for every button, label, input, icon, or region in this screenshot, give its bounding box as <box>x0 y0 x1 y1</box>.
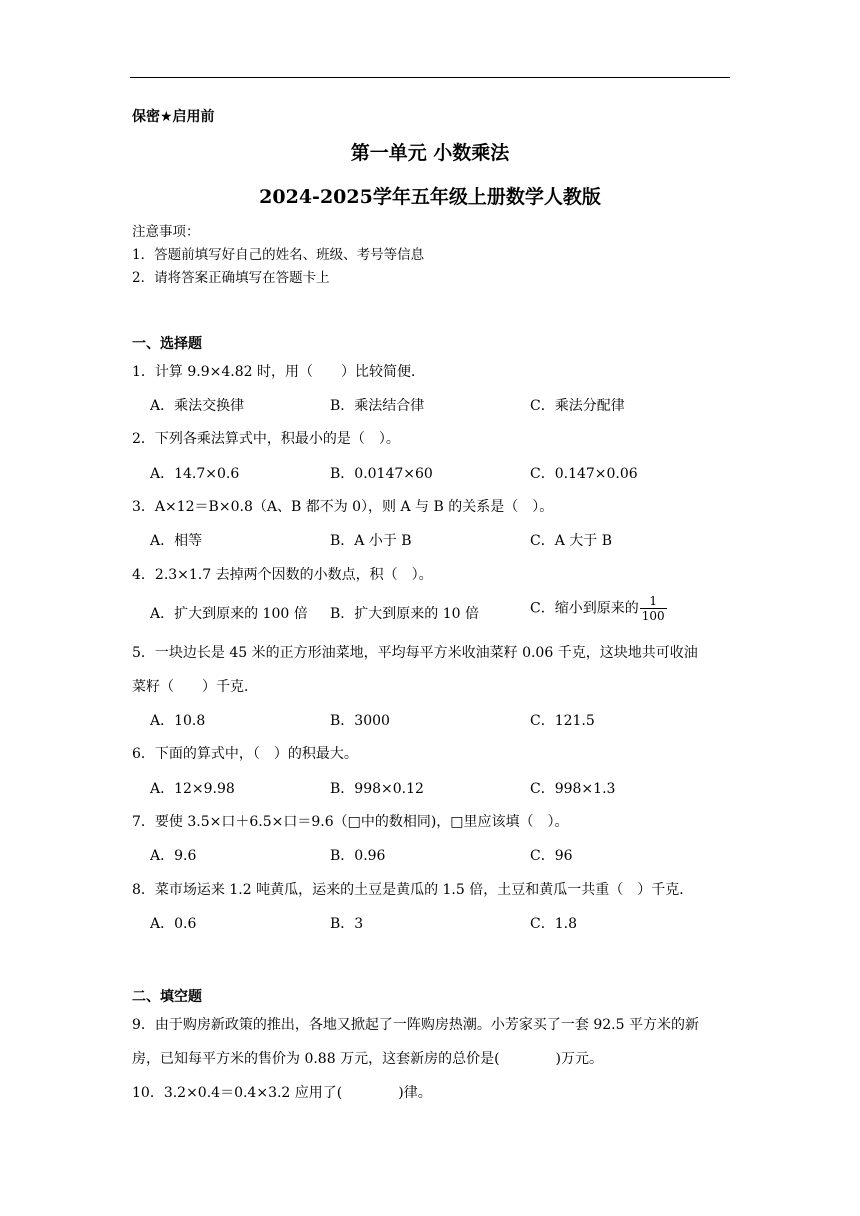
option-b: B．A 小于 B <box>330 533 412 549</box>
option-b: B．0.96 <box>330 848 386 864</box>
fraction-one-hundredth <box>640 594 667 623</box>
question-text: 8．菜市场运来 1.2 吨黄瓜，运来的土豆是黄瓜的 1.5 倍，土豆和黄瓜一共重（ ）千克． <box>132 882 694 898</box>
option-a: A．12×9.98 <box>150 781 235 797</box>
option-a: A．乘法交换律 <box>150 398 245 414</box>
option-c: C．1.8 <box>530 916 577 932</box>
question-text-continued: 菜籽（ ）千克． <box>132 679 258 695</box>
option-c: C．A 大于 B <box>530 533 613 549</box>
page-subtitle: 2024-2025学年五年级上册数学人教版 <box>259 186 601 208</box>
question-text: 1．计算 9.9×4.82 时，用（ ）比较简便． <box>132 364 425 380</box>
page-title: 第一单元 小数乘法 <box>350 142 510 164</box>
option-a: A．10.8 <box>150 713 206 729</box>
top-rule <box>130 77 730 78</box>
question-text: 2．下列各乘法算式中，积最小的是（ ）。 <box>132 431 400 447</box>
option-a: A．扩大到原来的 100 倍 <box>150 606 308 622</box>
note-item: 2．请将答案正确填写在答题卡上 <box>132 270 330 286</box>
section-heading-choice: 一、选择题 <box>132 336 202 352</box>
question-text: 10．3.2×0.4＝0.4×3.2 应用了( )律。 <box>132 1085 432 1101</box>
option-b: B．998×0.12 <box>330 781 424 797</box>
option-b: B．乘法结合律 <box>330 398 425 414</box>
notes-heading: 注意事项： <box>132 224 200 240</box>
option-c: C．96 <box>530 848 573 864</box>
question-text: 6．下面的算式中，（ ）的积最大。 <box>132 746 358 762</box>
fraction-denominator: 100 <box>641 609 665 623</box>
option-c: C．998×1.3 <box>530 781 616 797</box>
option-b: B．3 <box>330 916 364 932</box>
secret-label: 保密★启用前 <box>132 109 215 125</box>
section-heading-fill: 二、填空题 <box>132 989 202 1005</box>
question-text: 5．一块边长是 45 米的正方形油菜地，平均每平方米收油菜籽 0.06 千克，这块地共可收油 <box>132 645 698 661</box>
question-text: 4．2.3×1.7 去掉两个因数的小数点，积（ ）。 <box>132 567 433 583</box>
option-c: C．乘法分配律 <box>530 398 625 414</box>
option-c: C．121.5 <box>530 713 595 729</box>
question-text: 7．要使 3.5×口＋6.5×口＝9.6（□中的数相同)，□里应该填（ ）。 <box>132 814 569 830</box>
option-c: C．0.147×0.06 <box>530 466 638 482</box>
option-a: A．相等 <box>150 533 203 549</box>
question-text: 3．A×12＝B×0.8（A、B 都不为 0），则 A 与 B 的关系是（ ）。 <box>132 499 554 515</box>
fraction-numerator: 1 <box>640 594 667 609</box>
question-text-continued: 房，已知每平方米的售价为 0.88 万元，这套新房的总价是( )万元。 <box>132 1051 603 1067</box>
option-b: B．扩大到原来的 10 倍 <box>330 606 480 622</box>
option-b: B．3000 <box>330 713 390 729</box>
option-a: A．9.6 <box>150 848 197 864</box>
option-c-label: C．缩小到原来的 <box>530 600 639 617</box>
option-b: B．0.0147×60 <box>330 466 433 482</box>
option-a: A．0.6 <box>150 916 197 932</box>
question-text: 9．由于购房新政策的推出，各地又掀起了一阵购房热潮。小芳家买了一套 92.5 平方米的新 <box>132 1017 699 1033</box>
note-item: 1．答题前填写好自己的姓名、班级、考号等信息 <box>132 247 425 263</box>
option-a: A．14.7×0.6 <box>150 466 240 482</box>
option-c <box>530 594 667 623</box>
